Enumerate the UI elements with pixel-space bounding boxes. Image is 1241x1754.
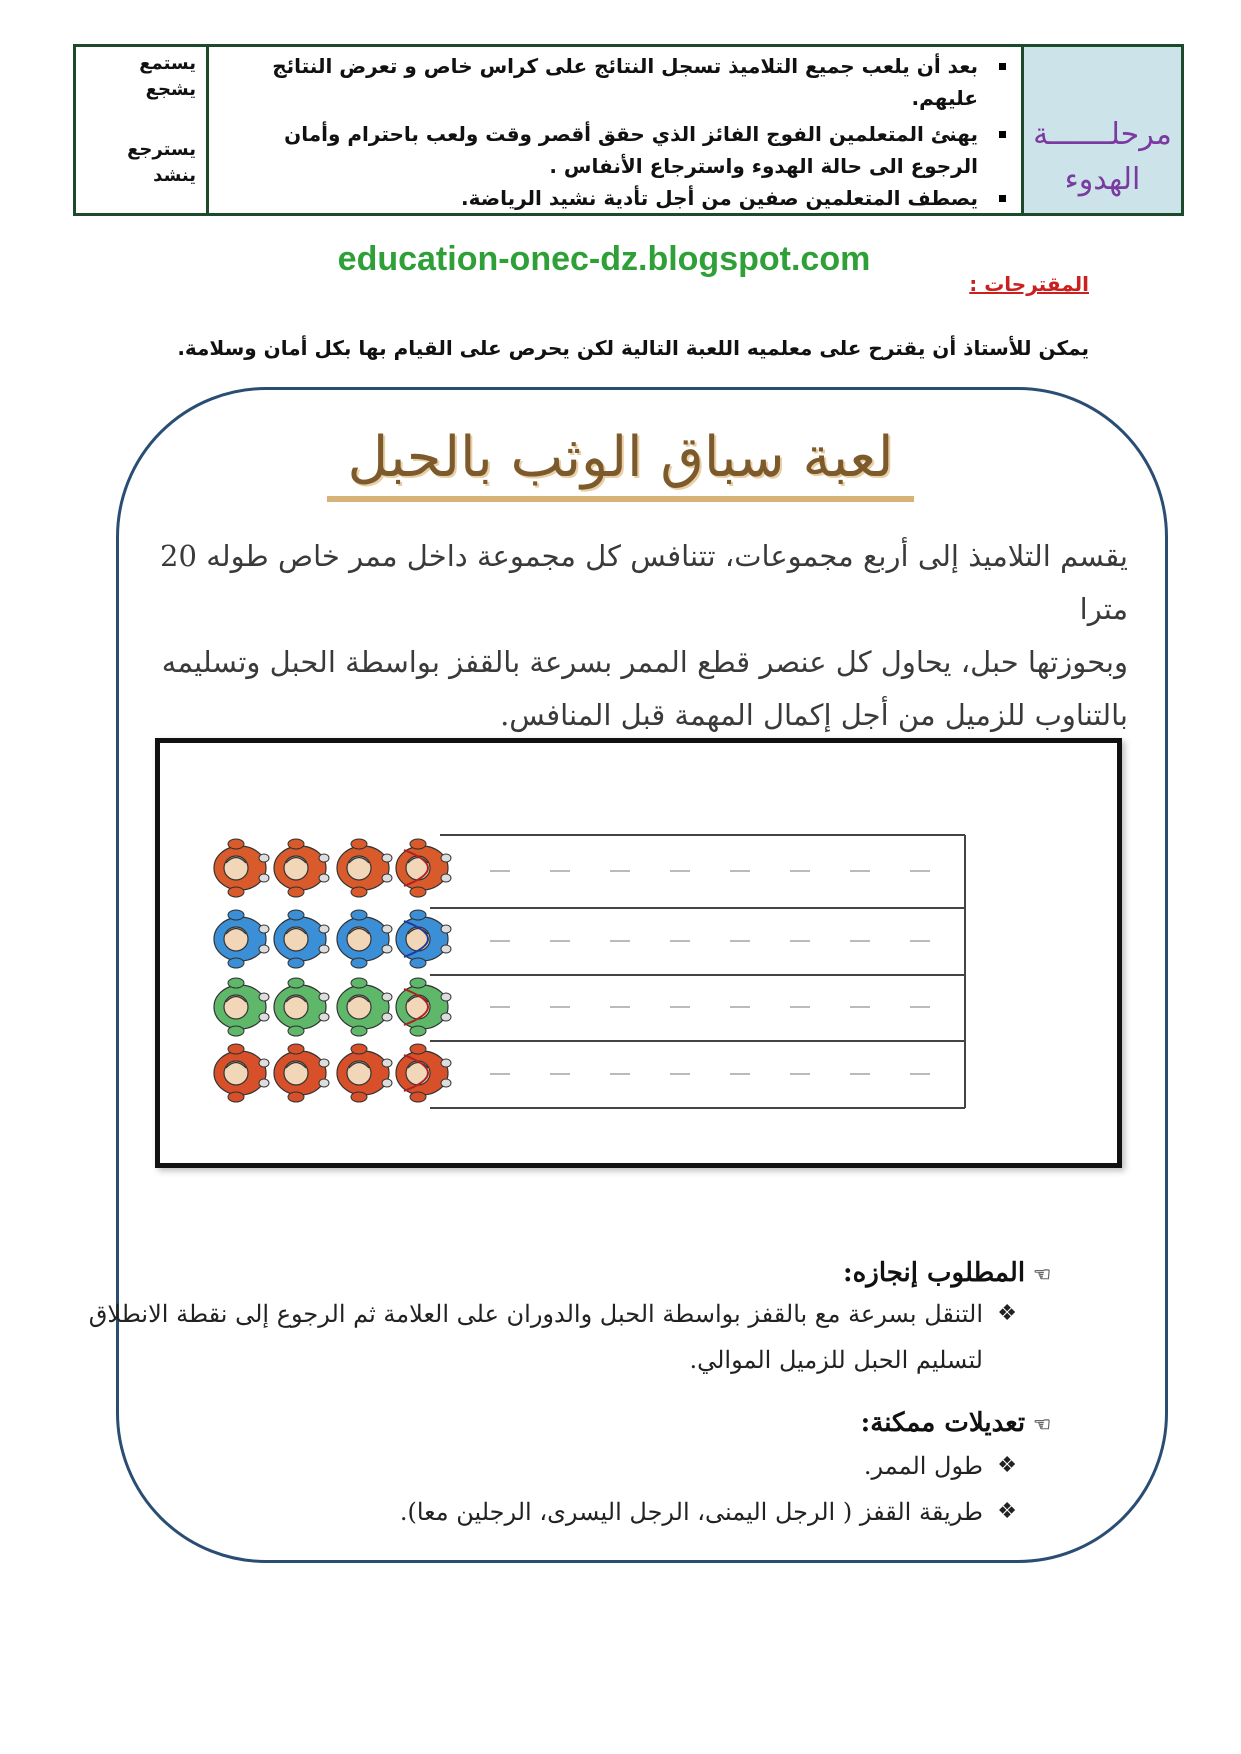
bullet-square-icon xyxy=(999,195,1006,202)
diamond-bullet-icon: ❖ xyxy=(997,1453,1017,1478)
required-item: ❖ التنقل بسرعة مع بالقفز بواسطة الحبل والدوران على العلامة ثم الرجوع إلى نقطة الانطلاق xyxy=(89,1292,983,1336)
description-line: وبحوزتها حبل، يحاول كل عنصر قطع الممر بسرعة بالقفز بواسطة الحبل وتسليمه xyxy=(161,645,1128,679)
pointing-hand-icon: ☜ xyxy=(1033,1412,1051,1436)
pointing-hand-icon: ☜ xyxy=(1033,1262,1051,1286)
note-encourages: يشجع xyxy=(145,79,196,100)
modification-item: ❖ طول الممر. xyxy=(864,1444,983,1488)
bullet-item: يهنئ المتعلمين الفوج الفائز الذي حقق أقصر وقت ولعب باحترام وأمان xyxy=(226,117,1006,151)
phase-label-line2: الهدوء xyxy=(1064,162,1141,197)
child-figure-icon xyxy=(396,839,451,897)
modifications-heading: ☜تعديلات ممكنة: xyxy=(860,1408,1051,1438)
child-figure-icon xyxy=(396,978,451,1036)
child-figure-icon xyxy=(274,978,329,1036)
child-figure-icon xyxy=(396,1044,451,1102)
bullet-item: يصطف المتعلمين صفين من أجل تأدية نشيد الرياضة. xyxy=(226,181,1006,215)
relay-lanes-illustration xyxy=(155,738,1122,1168)
description-line: يقسم التلاميذ إلى أربع مجموعات، تتنافس كل مجموعة داخل ممر خاص طوله 20 مترا xyxy=(160,539,1128,626)
child-figure-icon xyxy=(337,910,392,968)
lanes-drawing xyxy=(160,743,1117,1163)
phase-label-cell xyxy=(1021,47,1181,213)
bullet-continuation: الرجوع الى حالة الهدوء واسترجاع الأنفاس . xyxy=(549,154,978,178)
child-figure-icon xyxy=(274,1044,329,1102)
site-url-watermark: education-onec-dz.blogspot.com xyxy=(337,240,871,278)
child-figure-icon xyxy=(274,839,329,897)
notes-cell xyxy=(76,47,209,213)
child-figure-icon xyxy=(214,978,269,1036)
child-figure-icon xyxy=(337,1044,392,1102)
bullet-item: بعد أن يلعب جميع التلاميذ تسجل النتائج على كراس خاص و تعرض النتائج xyxy=(226,49,1006,83)
bullet-square-icon xyxy=(999,63,1006,70)
note-sings: ينشد xyxy=(153,165,196,186)
phase-table xyxy=(73,44,1184,216)
game-title: لعبة سباق الوثب بالحبل xyxy=(327,425,913,502)
note-recovers: يسترجع xyxy=(127,139,196,160)
required-item-continuation: لتسليم الحبل للزميل الموالي. xyxy=(689,1346,983,1374)
game-title-wrap xyxy=(0,425,1241,502)
child-figure-icon xyxy=(214,1044,269,1102)
child-figure-icon xyxy=(337,978,392,1036)
child-figure-icon xyxy=(396,910,451,968)
child-figure-icon xyxy=(214,839,269,897)
modification-item: ❖ طريقة القفز ( الرجل اليمنى، الرجل اليسرى، الرجلين معا). xyxy=(400,1490,983,1534)
game-description xyxy=(160,530,1128,742)
diamond-bullet-icon: ❖ xyxy=(997,1301,1017,1326)
description-line: بالتناوب للزميل من أجل إكمال المهمة قبل المنافس. xyxy=(500,698,1128,732)
intro-text: يمكن للأستاذ أن يقترح على معلميه اللعبة التالية لكن يحرص على القيام بها بكل أمان وسلامة. xyxy=(177,336,1089,360)
child-figure-icon xyxy=(274,910,329,968)
phase-label-line1: مرحلـــــــة xyxy=(1033,117,1172,152)
note-listens: يستمع xyxy=(139,53,196,74)
suggestions-title: المقترحات : xyxy=(969,272,1089,296)
bullet-continuation: عليهم. xyxy=(911,86,978,110)
bullet-square-icon xyxy=(999,131,1006,138)
child-figure-icon xyxy=(214,910,269,968)
diamond-bullet-icon: ❖ xyxy=(997,1499,1017,1524)
child-figure-icon xyxy=(337,839,392,897)
required-heading: ☜المطلوب إنجازه: xyxy=(843,1258,1051,1288)
